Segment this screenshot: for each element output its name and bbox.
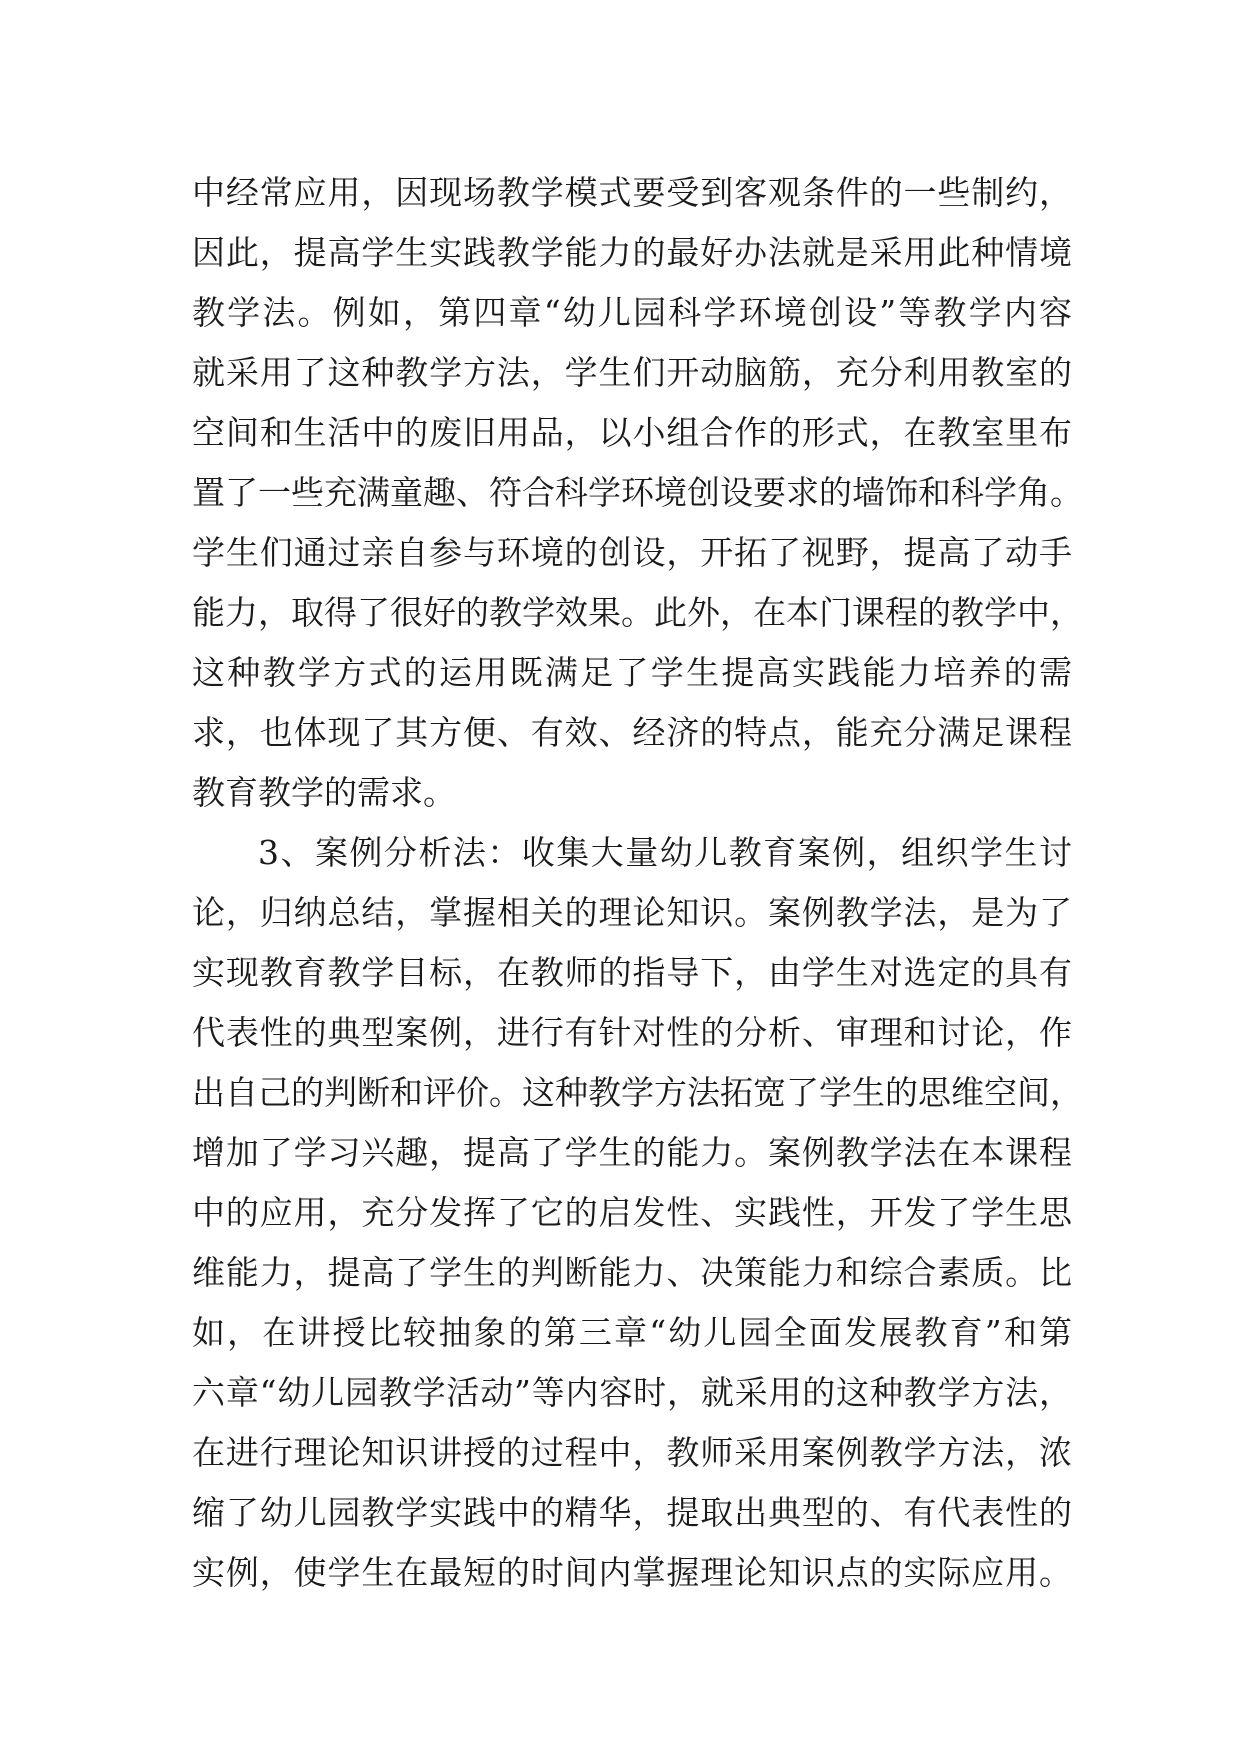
text-line: 这种教学方式的运用既满足了学生提高实践能力培养的需 bbox=[192, 653, 1072, 692]
text-line: 求，也体现了其方便、有效、经济的特点，能充分满足课程 bbox=[192, 713, 1072, 752]
text-line: 能力，取得了很好的教学效果。此外，在本门课程的教学中， bbox=[192, 593, 1083, 632]
text-line: 实例，使学生在最短的时间内掌握理论知识点的实际应用。 bbox=[192, 1553, 1072, 1592]
text-line: 置了一些充满童趣、符合科学环境创设要求的墙饰和科学角。 bbox=[192, 473, 1083, 512]
text-line: 在进行理论知识讲授的过程中，教师采用案例教学方法，浓 bbox=[192, 1433, 1072, 1472]
text-line: 就采用了这种教学方法，学生们开动脑筋，充分利用教室的 bbox=[192, 353, 1072, 392]
text-line: 中经常应用，因现场教学模式要受到客观条件的一些制约， bbox=[192, 173, 1072, 212]
text-line: 论，归纳总结，掌握相关的理论知识。案例教学法，是为了 bbox=[192, 893, 1072, 932]
text-line: 增加了学习兴趣，提高了学生的能力。案例教学法在本课程 bbox=[192, 1133, 1072, 1172]
text-line: 如，在讲授比较抽象的第三章“幼儿园全面发展教育”和第 bbox=[192, 1313, 1072, 1352]
text-line: 学生们通过亲自参与环境的创设，开拓了视野，提高了动手 bbox=[192, 533, 1072, 572]
text-line: 中的应用，充分发挥了它的启发性、实践性，开发了学生思 bbox=[192, 1193, 1072, 1232]
text-line: 维能力，提高了学生的判断能力、决策能力和综合素质。比 bbox=[192, 1253, 1072, 1292]
text-line: 实现教育教学目标，在教师的指导下，由学生对选定的具有 bbox=[192, 953, 1072, 992]
text-line: 空间和生活中的废旧用品，以小组合作的形式，在教室里布 bbox=[192, 413, 1072, 452]
body-text bbox=[192, 163, 1083, 1603]
text-line: 代表性的典型案例，进行有针对性的分析、审理和讨论，作 bbox=[192, 1013, 1072, 1052]
text-line: 教学法。例如，第四章“幼儿园科学环境创设”等教学内容 bbox=[192, 293, 1072, 332]
text-line: 3、案例分析法：收集大量幼儿教育案例，组织学生讨 bbox=[258, 833, 1072, 872]
text-line: 教育教学的需求。 bbox=[192, 773, 456, 812]
text-line: 因此，提高学生实践教学能力的最好办法就是采用此种情境 bbox=[192, 233, 1072, 272]
text-line: 出自己的判断和评价。这种教学方法拓宽了学生的思维空间， bbox=[192, 1073, 1083, 1112]
text-line: 缩了幼儿园教学实践中的精华，提取出典型的、有代表性的 bbox=[192, 1493, 1072, 1532]
text-line: 六章“幼儿园教学活动”等内容时，就采用的这种教学方法， bbox=[192, 1373, 1072, 1412]
